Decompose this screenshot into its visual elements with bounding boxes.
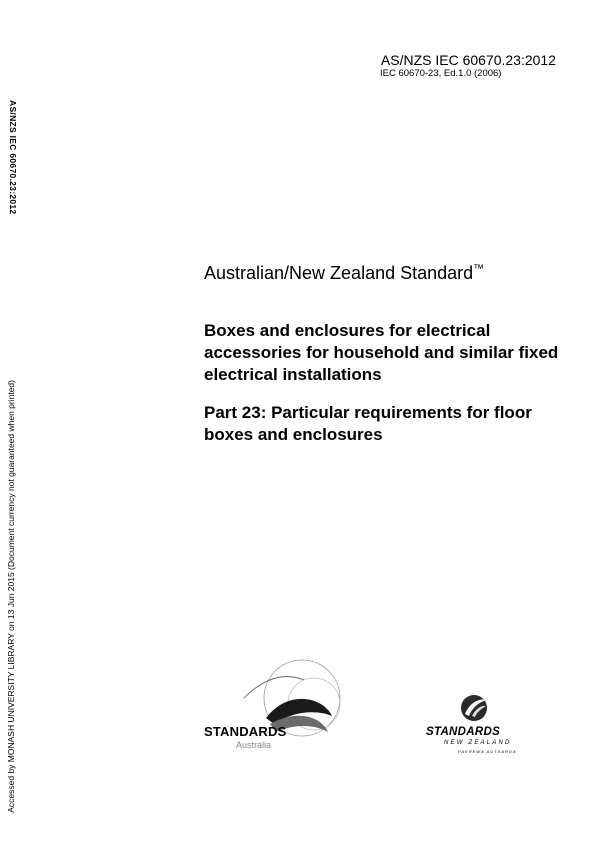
trademark-symbol: ™ bbox=[473, 263, 485, 275]
standards-nz-swoosh-icon bbox=[424, 694, 534, 728]
australia-label: Australia bbox=[236, 740, 272, 750]
standards-australia-swoosh-icon bbox=[204, 658, 344, 770]
access-note: Accessed by MONASH UNIVERSITY LIBRARY on 13 Jun 2015 (Document currency not guaranteed when printed) bbox=[6, 380, 16, 813]
standard-heading bbox=[204, 258, 484, 284]
side-standard-code: AS/NZS IEC 60670.23:2012 bbox=[8, 100, 18, 215]
part-title: Part 23: Particular requirements for floor boxes and enclosures bbox=[204, 403, 532, 444]
document-title: Boxes and enclosures for electrical accessories for household and similar fixed electrical installations bbox=[204, 321, 559, 384]
standards-nz-logo bbox=[424, 694, 534, 764]
standards-australia-logo bbox=[204, 658, 344, 770]
standard-code: AS/NZS IEC 60670.23:2012 bbox=[380, 52, 556, 68]
heading-text: Australian/New Zealand Standard bbox=[204, 263, 474, 283]
maori-label: PAEREWA AOTEAROA bbox=[458, 749, 517, 754]
iec-reference: IEC 60670-23, Ed.1.0 (2006) bbox=[380, 68, 502, 79]
standards-australia-word: STANDARDS bbox=[204, 724, 287, 739]
standards-nz-word: STANDARDS bbox=[426, 726, 501, 738]
new-zealand-label: NEW ZEALAND bbox=[444, 740, 512, 746]
